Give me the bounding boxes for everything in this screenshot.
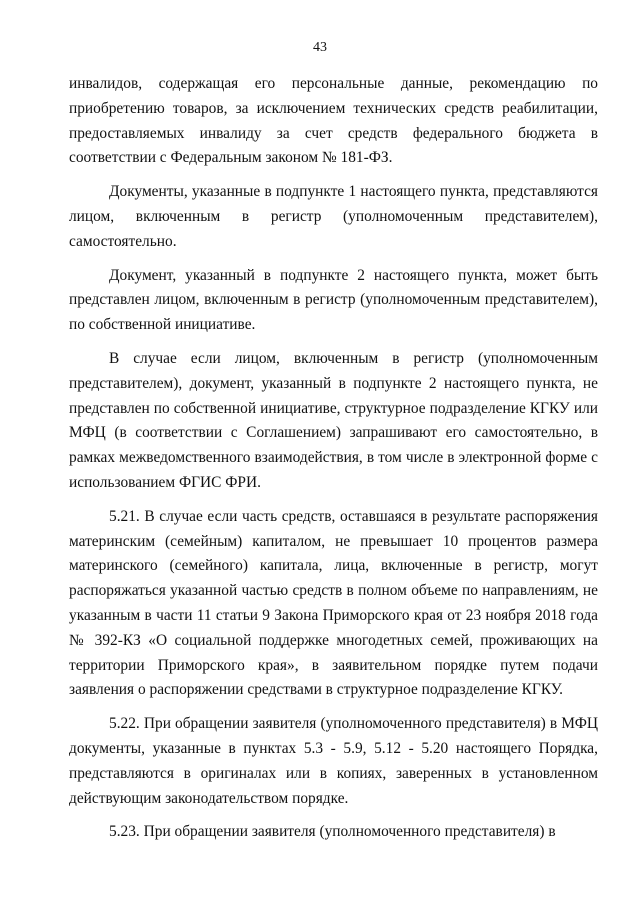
paragraph-5-23: 5.23. При обращении заявителя (уполномоченного представителя) в: [109, 823, 556, 841]
paragraph-5-22: 5.22. При обращении заявителя (уполномоченного представителя) в МФЦ документы, указанные в пунктах 5.3 - 5.9, 5.12 - 5.20 настоящего Порядка, представляются в оригиналах или в копиях, заверенных в установленном действующим законодательством порядке.: [69, 715, 598, 807]
document-body: [69, 72, 598, 854]
paragraph-continuation: инвалидов, содержащая его персональные данные, рекомендацию по приобретению товаров, за исключением технических средств реабилитации, предоставляемых инвалиду за счет средств федерального бюджета в соответствии с Федеральным законом № 181-ФЗ.: [69, 75, 598, 167]
paragraph-documents-self: Документы, указанные в подпункте 1 настоящего пункта, представляются лицом, включенным в регистр (уполномоченным представителем), самостоятельно.: [69, 183, 598, 250]
paragraph-5-21: 5.21. В случае если часть средств, оставшаяся в результате распоряжения материнским (семейным) капиталом, не превышает 10 процентов размера материнского (семейного) капитала, лица, включенные в регистр, могут распоряжаться указанной частью средств в полном объеме по направлениям, не указанным в части 11 статьи 9 Закона Приморского края от 23 ноября 2018 года № 392-КЗ «О социальной поддержке многодетных семей, проживающих на территории Приморского края», в заявительном порядке путем подачи заявления о распоряжении средствами в структурное подразделение КГКУ.: [69, 507, 598, 699]
paragraph-document-own-initiative: Документ, указанный в подпункте 2 настоящего пункта, может быть представлен лицом, включенным в регистр (уполномоченным представителем), по собственной инициативе.: [69, 266, 598, 334]
paragraph-interagency-request: В случае если лицом, включенным в регистр (уполномоченным представителем), документ, указанный в подпункте 2 настоящего пункта, не представлен по собственной инициативе, структурное подразделение КГКУ или МФЦ (в соответствии с Соглашением) запрашивают его самостоятельно, в рамках межведомственного взаимодействия, в том числе в электронной форме с использованием ФГИС ФРИ.: [69, 349, 598, 491]
page-number: 43: [313, 40, 327, 55]
